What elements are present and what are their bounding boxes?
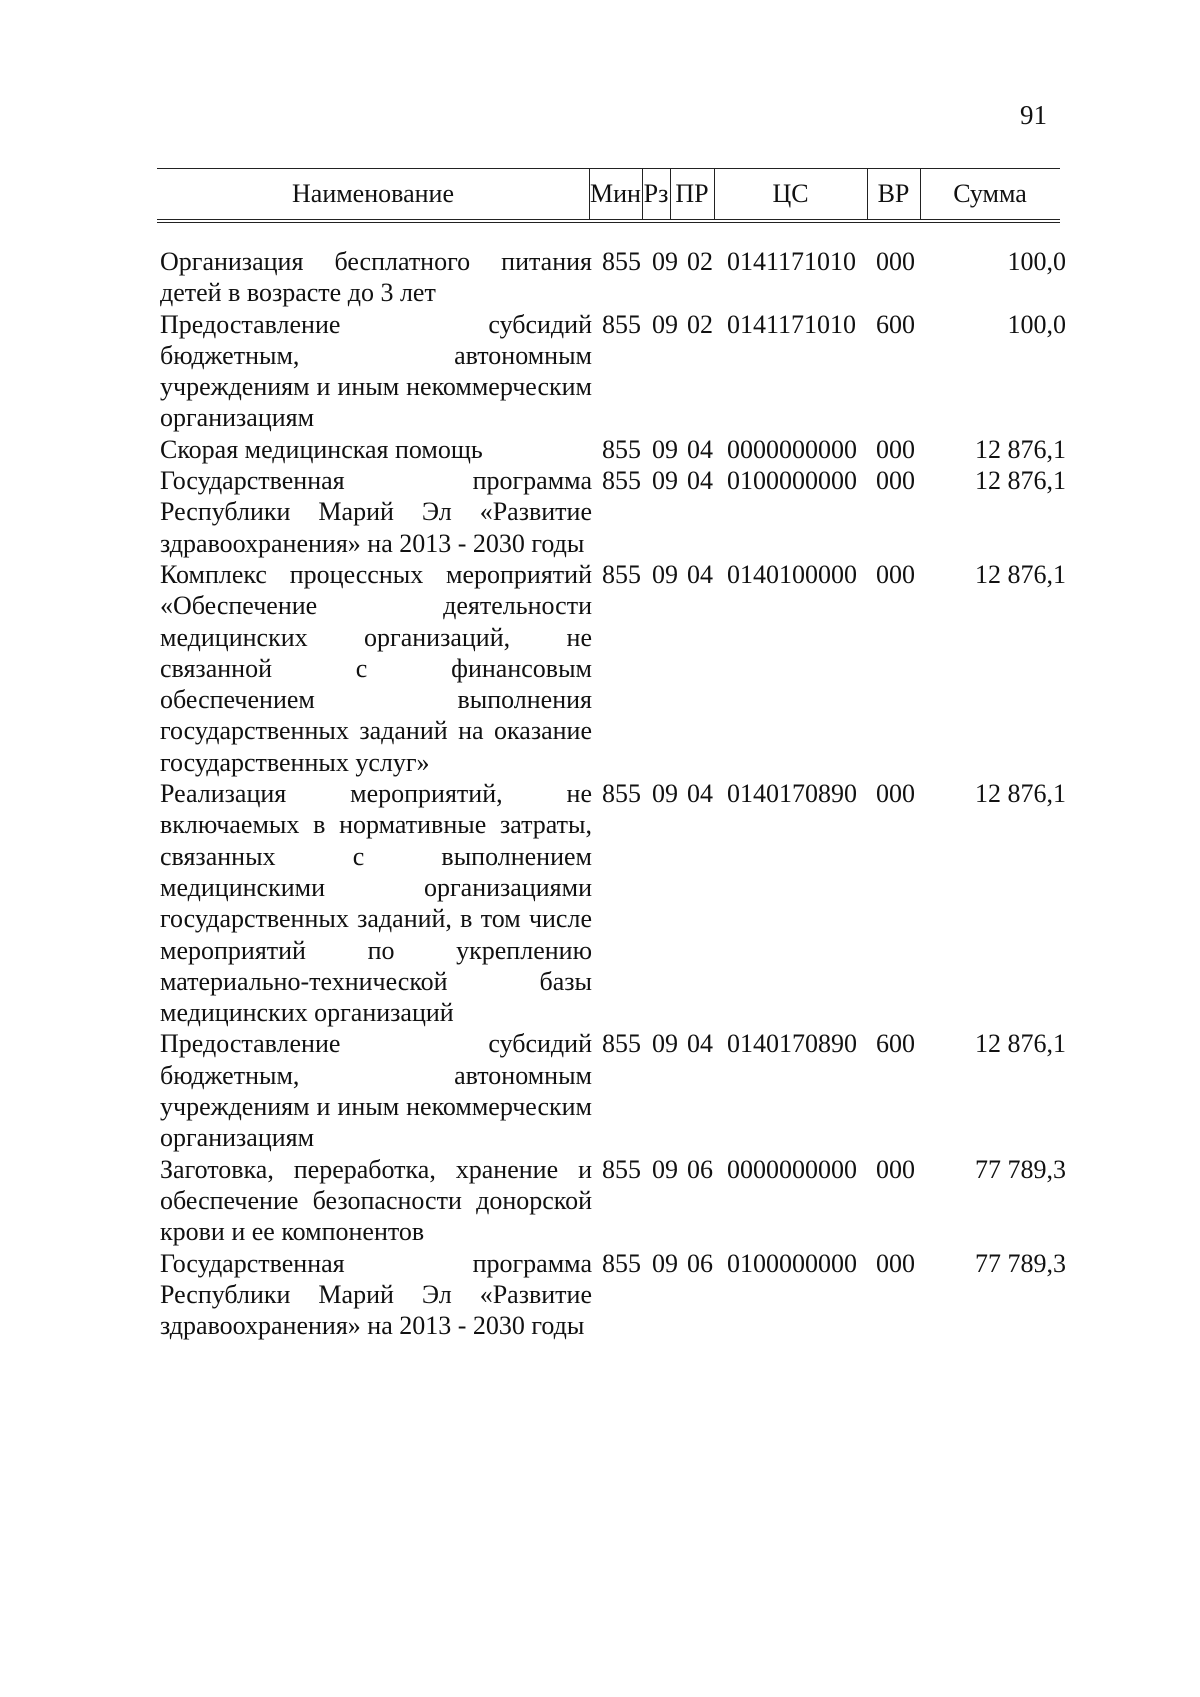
row-rz: 09 xyxy=(652,434,678,464)
row-vr: 000 xyxy=(876,247,915,276)
row-vr: 000 xyxy=(876,466,915,496)
row-sum: 12 876,1 xyxy=(975,559,1066,589)
row-name: Заготовка, переработка, хранение и обеспечение безопасности донорской крови и ее компонентов xyxy=(160,1154,592,1247)
row-cs: 0141171010 xyxy=(727,247,857,276)
header-cs: ЦС xyxy=(772,179,809,208)
row-min: 855 xyxy=(602,779,641,809)
row-min: 855 xyxy=(602,1029,641,1059)
row-rz: 09 xyxy=(652,309,678,339)
row-vr: 600 xyxy=(876,309,915,339)
table-row xyxy=(160,246,1066,309)
row-name: Скорая медицинская помощь xyxy=(160,434,483,464)
row-pr: 02 xyxy=(687,247,713,276)
row-cs: 0140170890 xyxy=(727,779,857,809)
row-cs: 0140170890 xyxy=(727,1029,857,1059)
table-body xyxy=(160,246,1066,1341)
header-sum: Сумма xyxy=(953,179,1027,208)
row-name: Предоставление субсидий бюджетным, автономным учреждениям и иным некоммерческим организациям xyxy=(160,1029,592,1153)
row-min: 855 xyxy=(602,434,641,464)
row-min: 855 xyxy=(602,309,641,339)
row-min: 855 xyxy=(602,559,641,589)
row-pr: 04 xyxy=(687,434,713,464)
row-name: Организация бесплатного питания детей в возрасте до 3 лет xyxy=(160,247,592,308)
row-sum: 77 789,3 xyxy=(975,1154,1066,1184)
row-rz: 09 xyxy=(652,1154,678,1184)
row-name: Комплекс процессных мероприятий «Обеспечение деятельности медицинских организаций, не связанной с финансовым обеспечением выполнения государственных заданий на оказание государственных услуг» xyxy=(160,559,592,777)
row-pr: 04 xyxy=(687,466,713,496)
row-sum: 100,0 xyxy=(1007,309,1066,339)
row-sum: 12 876,1 xyxy=(975,434,1066,464)
row-pr: 04 xyxy=(687,779,713,809)
row-name: Реализация мероприятий, не включаемых в нормативные затраты, связанных с выполнением медицинскими организациями государственных заданий, в том числе мероприятий по укреплению материально-технической базы медицинских организаций xyxy=(160,779,592,1028)
table-row xyxy=(160,1028,1066,1153)
row-pr: 06 xyxy=(687,1248,713,1278)
row-sum: 12 876,1 xyxy=(975,466,1066,496)
row-min: 855 xyxy=(602,466,641,496)
row-vr: 000 xyxy=(876,434,915,464)
header-name: Наименование xyxy=(292,179,454,208)
row-name: Предоставление субсидий бюджетным, автономным учреждениям и иным некоммерческим организациям xyxy=(160,309,592,433)
row-min: 855 xyxy=(602,247,641,276)
table-row xyxy=(160,465,1066,559)
header-rz: Рз xyxy=(643,179,669,208)
row-name: Государственная программа Республики Марий Эл «Развитие здравоохранения» на 2013 - 2030 годы xyxy=(160,1248,592,1341)
row-pr: 02 xyxy=(687,309,713,339)
row-vr: 000 xyxy=(876,1248,915,1278)
row-min: 855 xyxy=(602,1154,641,1184)
row-sum: 12 876,1 xyxy=(975,779,1066,809)
table-row xyxy=(160,1154,1066,1248)
row-rz: 09 xyxy=(652,247,678,276)
row-vr: 600 xyxy=(876,1029,915,1059)
table-header xyxy=(157,168,1060,220)
row-cs: 0000000000 xyxy=(727,434,857,464)
row-cs: 0100000000 xyxy=(727,466,857,496)
row-vr: 000 xyxy=(876,779,915,809)
row-rz: 09 xyxy=(652,1029,678,1059)
header-pr: ПР xyxy=(675,179,709,208)
row-rz: 09 xyxy=(652,779,678,809)
row-vr: 000 xyxy=(876,559,915,589)
page-number: 91 xyxy=(1020,100,1047,130)
header-min: Мин xyxy=(590,179,641,208)
table-row xyxy=(160,559,1066,778)
header-vr: ВР xyxy=(877,179,910,208)
row-cs: 0000000000 xyxy=(727,1154,857,1184)
row-pr: 04 xyxy=(687,559,713,589)
table-row xyxy=(160,778,1066,1028)
row-cs: 0140100000 xyxy=(727,559,857,589)
header-underline xyxy=(157,222,1060,223)
table-row xyxy=(160,1248,1066,1342)
row-rz: 09 xyxy=(652,466,678,496)
row-min: 855 xyxy=(602,1248,641,1278)
row-rz: 09 xyxy=(652,1248,678,1278)
row-vr: 000 xyxy=(876,1154,915,1184)
row-sum: 77 789,3 xyxy=(975,1248,1066,1278)
row-pr: 06 xyxy=(687,1154,713,1184)
table-row xyxy=(160,434,1066,465)
row-pr: 04 xyxy=(687,1029,713,1059)
row-name: Государственная программа Республики Марий Эл «Развитие здравоохранения» на 2013 - 2030 годы xyxy=(160,466,592,558)
row-cs: 0100000000 xyxy=(727,1248,857,1278)
row-rz: 09 xyxy=(652,559,678,589)
table-row xyxy=(160,309,1066,434)
row-sum: 100,0 xyxy=(1007,247,1066,276)
row-sum: 12 876,1 xyxy=(975,1029,1066,1059)
row-cs: 0141171010 xyxy=(727,309,857,339)
